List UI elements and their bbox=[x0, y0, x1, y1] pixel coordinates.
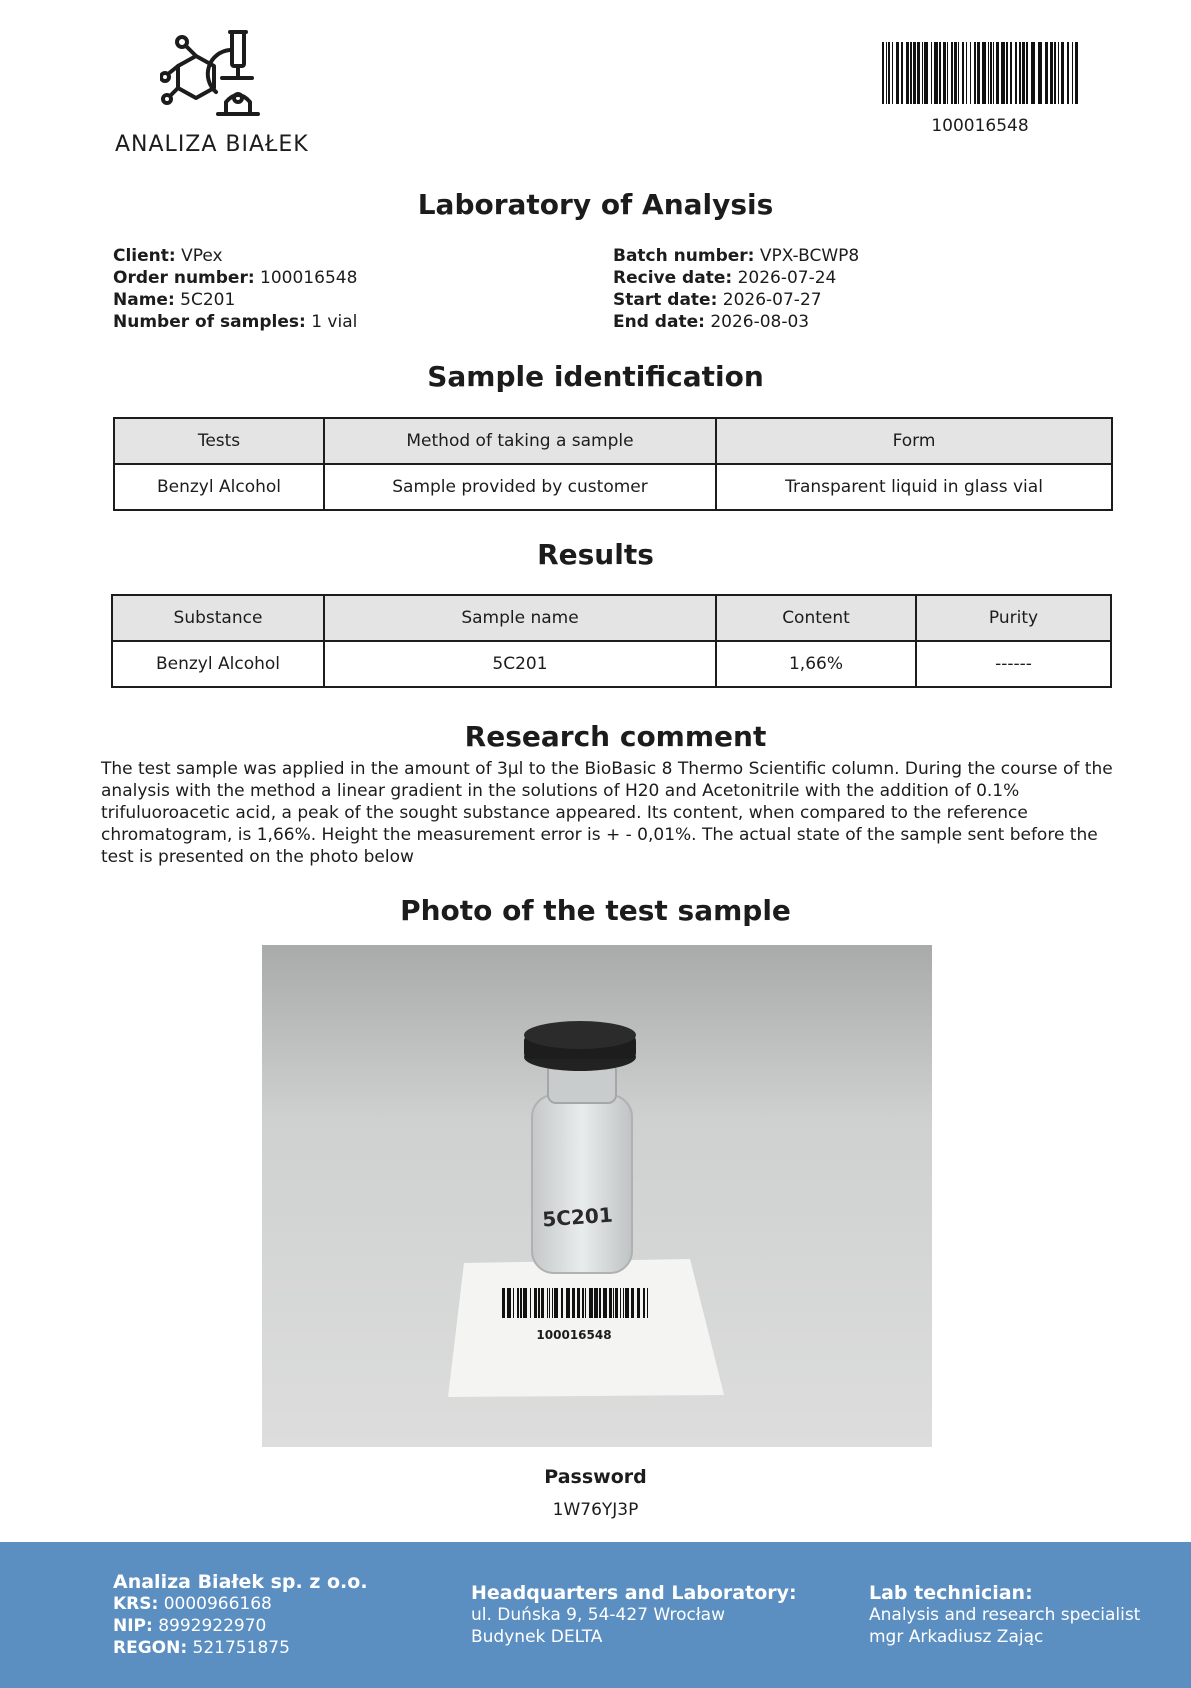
batch-row: Batch number: VPX-BCWP8 bbox=[613, 246, 860, 266]
results-title: Results bbox=[537, 538, 654, 571]
company-name: Analiza Białek sp. z o.o. bbox=[113, 1571, 368, 1593]
footer bbox=[0, 1542, 1191, 1688]
column-header: Form bbox=[716, 418, 1112, 464]
recive-row: Recive date: 2026-07-24 bbox=[613, 268, 837, 288]
client-value: VPex bbox=[181, 246, 223, 266]
column-header: Tests bbox=[114, 418, 324, 464]
vial-label: 5C201 bbox=[541, 1202, 614, 1232]
table-cell: Benzyl Alcohol bbox=[112, 641, 324, 687]
logo-text: ANALIZA BIAŁEK bbox=[115, 132, 309, 157]
table-cell: Sample provided by customer bbox=[324, 464, 716, 510]
name-row: Name: 5C201 bbox=[113, 290, 236, 310]
password-label: Password bbox=[544, 1466, 647, 1488]
page-title: Laboratory of Analysis bbox=[417, 188, 774, 221]
tech-role: Analysis and research specialist bbox=[869, 1605, 1141, 1625]
table-cell: Transparent liquid in glass vial bbox=[716, 464, 1112, 510]
table-cell: ------ bbox=[916, 641, 1111, 687]
card-number: 100016548 bbox=[536, 1328, 612, 1342]
molecule-microscope-icon bbox=[160, 28, 270, 124]
recive-value: 2026-07-24 bbox=[737, 268, 837, 288]
results-table bbox=[111, 594, 1112, 688]
info-right bbox=[613, 245, 859, 333]
end-row: End date: 2026-08-03 bbox=[613, 312, 810, 332]
info-left bbox=[113, 245, 357, 333]
hq-title: Headquarters and Laboratory: bbox=[471, 1582, 797, 1604]
sample-identification-title: Sample identification bbox=[427, 360, 764, 393]
samples-row: Number of samples: 1 vial bbox=[113, 312, 358, 332]
table-cell: Benzyl Alcohol bbox=[114, 464, 324, 510]
table-row bbox=[114, 464, 1112, 510]
tech-name: mgr Arkadiusz Zając bbox=[869, 1627, 1044, 1647]
table-cell: 5C201 bbox=[324, 641, 716, 687]
barcode-icon bbox=[882, 42, 1078, 104]
vial-body bbox=[532, 1095, 632, 1273]
sample-identification-table bbox=[113, 417, 1113, 511]
photo-title: Photo of the test sample bbox=[400, 894, 791, 927]
samples-value: 1 vial bbox=[311, 312, 358, 332]
column-header: Purity bbox=[916, 595, 1111, 641]
password-value: 1W76YJ3P bbox=[552, 1500, 639, 1520]
footer-company bbox=[113, 1571, 368, 1659]
regon-row: REGON: 521751875 bbox=[113, 1638, 290, 1658]
comment-text: The test sample was applied in the amount of 3µl to the BioBasic 8 Thermo Scientific column. During the course of the analysis with the method a linear gradient in the solutions of H20 and Acetonitrile with the addition of 0.1% trifuluoroacetic acid, a peak of the sought substance appeared. Its content, when compared to the reference chromatogram, is 1,66%. Height the measurement error is + - 0,01%. The actual state of the sample sent before the test is presented on the photo below bbox=[101, 759, 1113, 867]
batch-value: VPX-BCWP8 bbox=[759, 246, 860, 266]
start-row: Start date: 2026-07-27 bbox=[613, 290, 822, 310]
order-value: 100016548 bbox=[260, 268, 358, 288]
table-row bbox=[112, 641, 1111, 687]
hq-building: Budynek DELTA bbox=[471, 1627, 603, 1647]
hq-address: ul. Duńska 9, 54-427 Wrocław bbox=[471, 1605, 725, 1625]
start-value: 2026-07-27 bbox=[722, 290, 822, 310]
table-cell: 1,66% bbox=[716, 641, 916, 687]
column-header: Content bbox=[716, 595, 916, 641]
name-value: 5C201 bbox=[180, 290, 236, 310]
end-value: 2026-08-03 bbox=[710, 312, 810, 332]
column-header: Sample name bbox=[324, 595, 716, 641]
column-header: Substance bbox=[112, 595, 324, 641]
krs-row: KRS: 0000966168 bbox=[113, 1594, 272, 1614]
tech-title: Lab technician: bbox=[869, 1582, 1033, 1604]
column-header: Method of taking a sample bbox=[324, 418, 716, 464]
sample-photo bbox=[262, 945, 932, 1447]
table-header-row bbox=[114, 418, 1112, 464]
order-row: Order number: 100016548 bbox=[113, 268, 358, 288]
company-logo bbox=[110, 28, 320, 158]
footer-headquarters bbox=[471, 1582, 797, 1648]
client-row: Client: VPex bbox=[113, 246, 223, 266]
comment-title: Research comment bbox=[464, 720, 767, 753]
footer-technician bbox=[869, 1582, 1140, 1648]
nip-row: NIP: 8992922970 bbox=[113, 1616, 267, 1636]
table-header-row bbox=[112, 595, 1111, 641]
barcode-number: 100016548 bbox=[931, 116, 1029, 136]
